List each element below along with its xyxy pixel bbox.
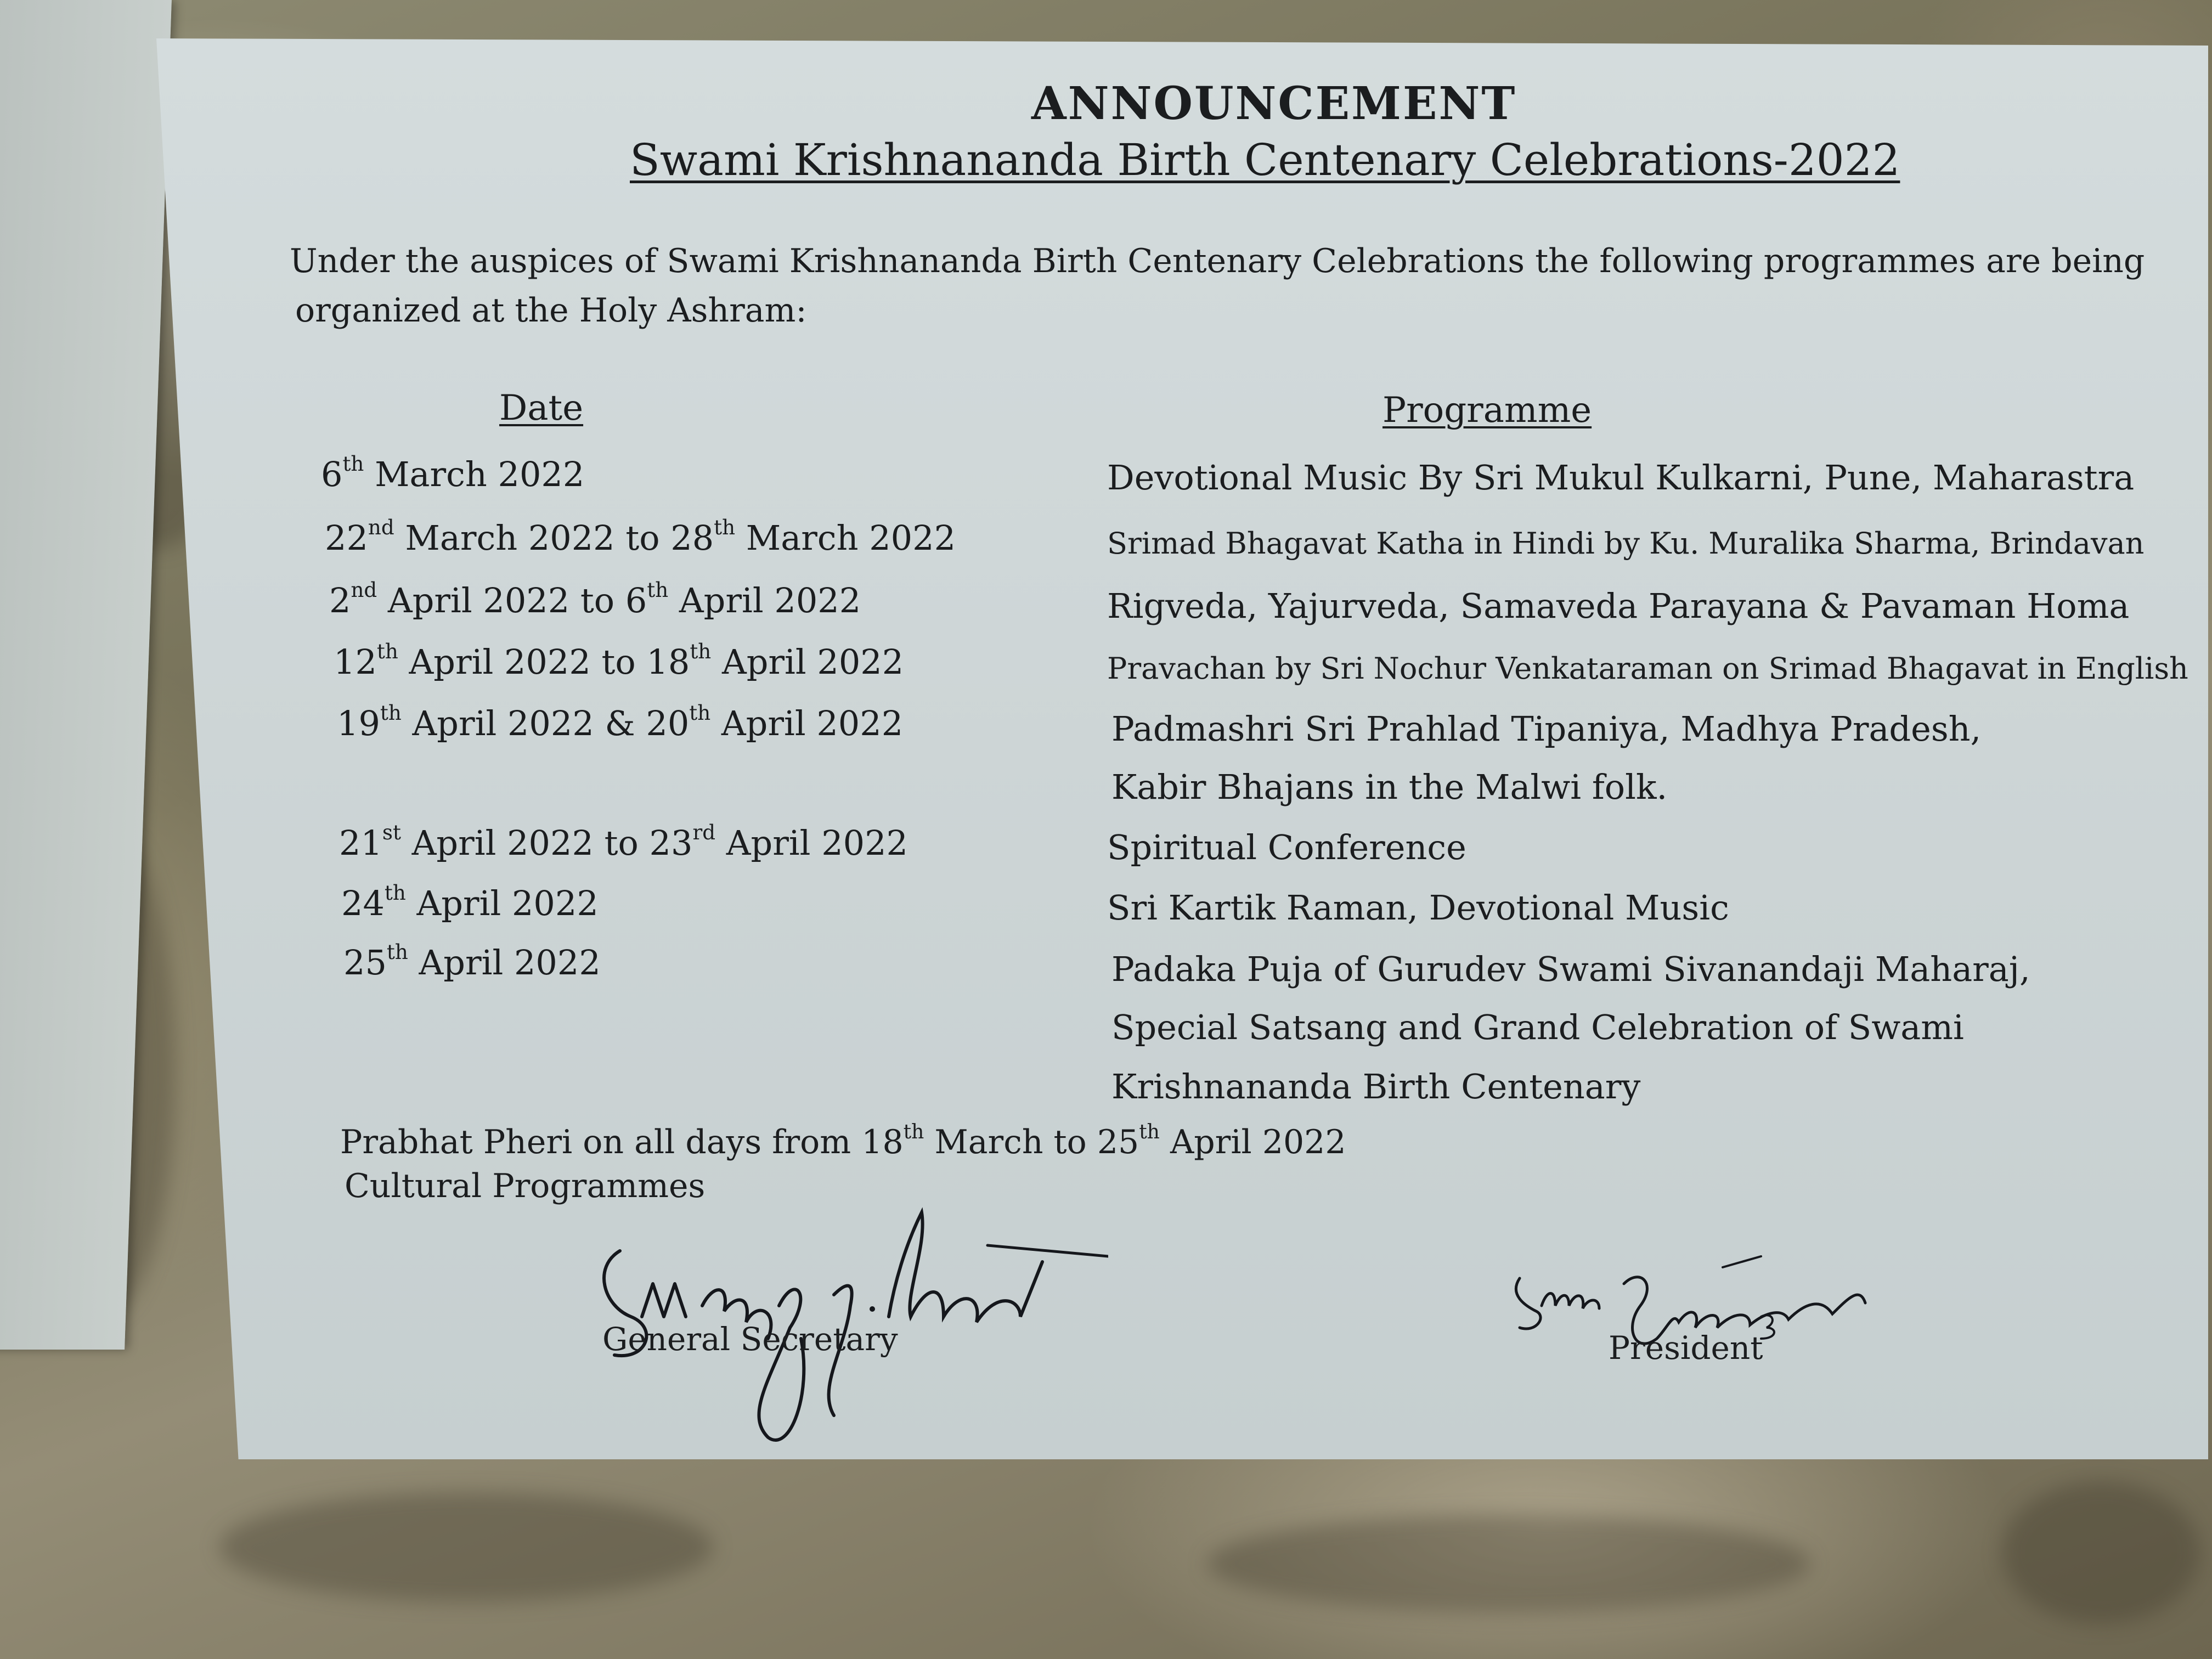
column-header-date: Date [499,388,584,428]
schedule-programme-1: Devotional Music By Sri Mukul Kulkarni, Pune, Maharastra [1107,458,2135,498]
schedule-programme-5-line-2: Kabir Bhajans in the Malwi folk. [1111,767,1668,807]
schedule-programme-3: Rigveda, Yajurveda, Samaveda Parayana & Pavaman Homa [1107,586,2130,626]
announcement-heading: ANNOUNCEMENT [1031,77,1517,130]
announcement-subtitle: Swami Krishnananda Birth Centenary Celebrations-2022 [630,134,1900,185]
footer-cultural-programmes: Cultural Programmes [345,1167,706,1205]
schedule-programme-6: Spiritual Conference [1107,827,1466,867]
intro-text-line-2: organized at the Holy Ashram: [295,291,807,330]
column-header-programme: Programme [1383,390,1592,431]
schedule-programme-5-line-1: Padmashri Sri Prahlad Tipaniya, Madhya Pradesh, [1111,709,1982,749]
intro-text-line-1: Under the auspices of Swami Krishnananda Birth Centenary Celebrations the following programmes are being [290,242,2145,280]
schedule-date-2: 22nd March 2022 to 28th March 2022 [325,515,956,558]
schedule-date-4: 12th April 2022 to 18th April 2022 [334,639,904,682]
marble-vein [2002,1481,2200,1624]
schedule-programme-7: Sri Kartik Raman, Devotional Music [1107,888,1729,928]
schedule-date-6: 21st April 2022 to 23rd April 2022 [339,820,909,863]
schedule-date-5: 19th April 2022 & 20th April 2022 [337,701,904,743]
schedule-date-1: 6th March 2022 [321,452,585,494]
schedule-programme-8-line-2: Special Satsang and Grand Celebration of Swami [1111,1007,1964,1047]
signatory-president: President [1609,1329,1763,1367]
schedule-date-7: 24th April 2022 [341,881,599,923]
footer-prabhat-pheri: Prabhat Pheri on all days from 18th March to 25th April 2022 [340,1121,1346,1161]
schedule-programme-4: Pravachan by Sri Nochur Venkataraman on Srimad Bhagavat in English [1107,651,2188,686]
schedule-date-3: 2nd April 2022 to 6th April 2022 [329,578,861,620]
signatory-general-secretary: General Secretary [602,1321,898,1358]
general-secretary-signature [582,1180,1108,1454]
schedule-date-8: 25th April 2022 [343,940,601,983]
schedule-programme-8-line-3: Krishnananda Birth Centenary [1111,1066,1641,1107]
schedule-programme-8-line-1: Padaka Puja of Gurudev Swami Sivanandaji Maharaj, [1111,949,2030,989]
marble-vein [219,1492,713,1602]
schedule-programme-2: Srimad Bhagavat Katha in Hindi by Ku. Muralika Sharma, Brindavan [1107,526,2145,561]
marble-vein [1207,1514,1810,1613]
